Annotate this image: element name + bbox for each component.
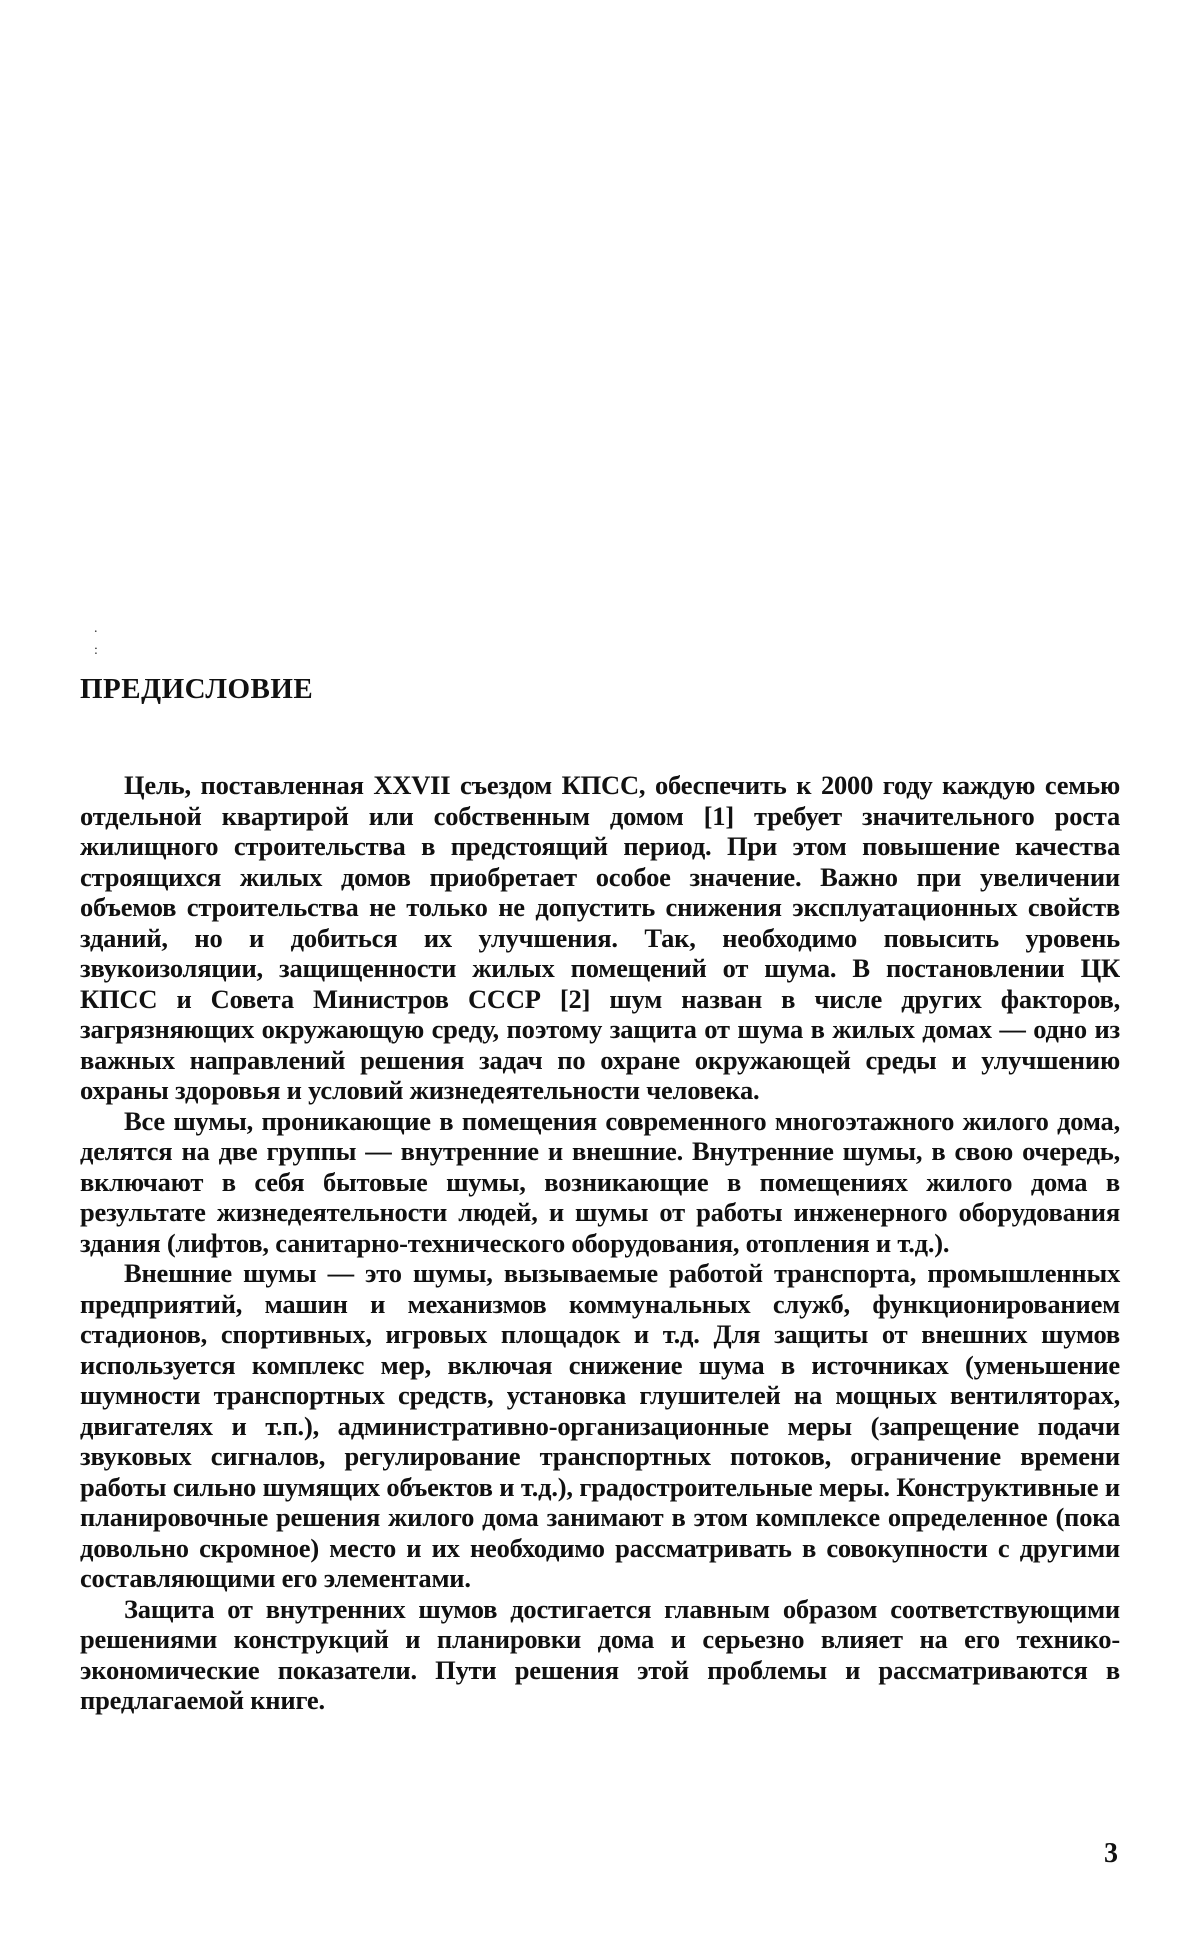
paragraph-3: Внешние шумы — это шумы, вызываемые работой транспорта, промышленных предприятий, машин и механизмов коммунальных служб, функционированием стадионов, спортивных, игровых площадок и т.д. Для защиты от внешних шумов используется комплекс мер, включая снижение шума в источниках (уменьшение шумности транспортных средств, установка глушителей на мощных вентиляторах, двигателях и т.п.), административно-организационные меры (запрещение подачи звуковых сигналов, регулирование транспортных потоков, ограничение времени работы сильно шумящих объектов и т.д.), градостроительные меры. Конструктивные и планировочные решения жилого дома занимают в этом комплексе определенное (пока довольно скромное) место и их необходимо рассматривать в совокупности с другими составляющими его элементами. xyxy=(80,1258,1120,1593)
page-heading: ПРЕДИСЛОВИЕ xyxy=(80,673,314,705)
paragraph-4: Защита от внутренних шумов достигается главным образом соответствующими решениями конструкций и планировки дома и серьезно влияет на его технико-экономические показатели. Пути решения этой проблемы и рассматриваются в предлагаемой книге. xyxy=(80,1593,1120,1715)
paragraph-1: Цель, поставленная XXVII съездом КПСС, обеспечить к 2000 году каждую семью отдельной квартирой или собственным домом [1] требует значительного роста жилищного строительства в предстоящий период. При этом повышение качества строящихся жилых домов приобретает особое значение. Важно при увеличении объемов строительства не только не допустить снижения эксплуатационных свойств зданий, но и добиться их улучшения. Так, необходимо повысить уровень звукоизоляции, защищенности жилых помещений от шума. В постановлении ЦК КПСС и Совета Министров СССР [2] шум назван в числе других факторов, загрязняющих окружающую среду, поэтому защита от шума в жилых домах — одно из важных направлений решения задач по охране окружающей среды и улучшению охраны здоровья и условий жизнедеятельности человека. xyxy=(80,770,1120,1105)
scan-artifact-dots: . : xyxy=(94,621,98,658)
page-number: 3 xyxy=(1104,1838,1118,1869)
body-text xyxy=(80,770,1120,1716)
paragraph-2: Все шумы, проникающие в помещения современного многоэтажного жилого дома, делятся на две группы — внутренние и внешние. Внутренние шумы, в свою очередь, включают в себя бытовые шумы, возникающие в помещениях жилого дома в результате жизнедеятельности людей, и шумы от работы инженерного оборудования здания (лифтов, санитарно-технического оборудования, отопления и т.д.). xyxy=(80,1105,1120,1258)
